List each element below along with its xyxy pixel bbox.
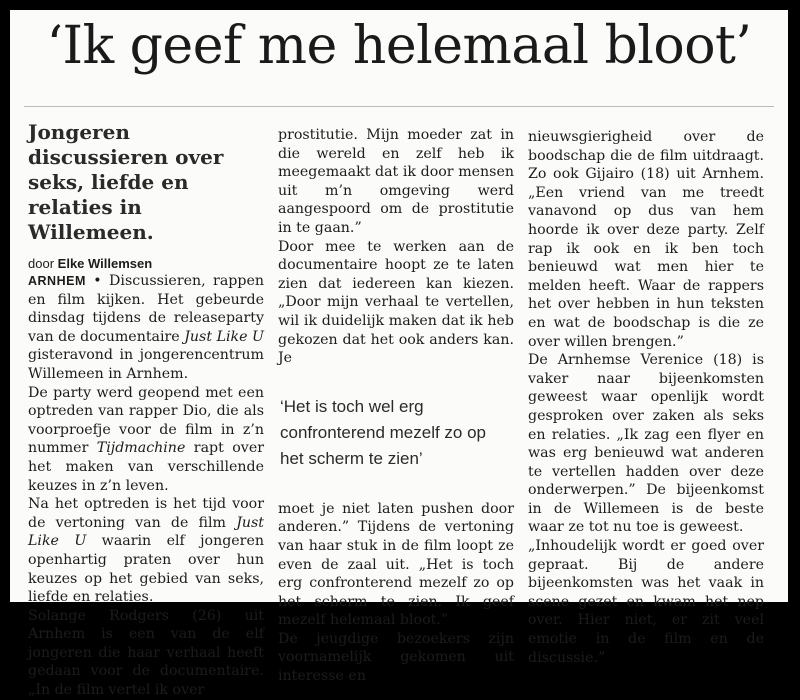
article-paragraph: nieuwsgierigheid over de boodschap die de film uitdraagt. Zo ook Gijairo (18) uit Arnhem. „Een vriend van me treedt vanavond op dus van hem hoorde ik over deze party. Zelf rap ik ook en ik ben toch benieuwd wat men hier te melden heeft. Waar de rappers het over hebben in hun teksten en wat de boodschap is die ze over willen brengen.” <box>528 129 764 350</box>
article-paragraph: Solange Rodgers (26) uit Arnhem is een van de elf jongeren die haar verhaal heeft gedaan voor de documentaire. „In de film vertel ik over <box>28 607 264 699</box>
article-paragraph <box>28 384 264 496</box>
column-3 <box>528 128 764 667</box>
article-paragraph <box>28 272 264 384</box>
newspaper-clipping <box>10 10 788 699</box>
column-1 <box>28 114 264 700</box>
article-paragraph: Door mee te werken aan de documentaire hoopt ze te laten zien dat iedereen kan kiezen. „Door mijn verhaal te vertellen, wil ik duidelijk maken dat ik heb gekozen dat het ook anders kan. Je <box>278 238 514 367</box>
byline <box>28 255 264 272</box>
headline-divider <box>24 106 774 107</box>
pull-quote: ‘Het is toch wel erg confronterend mezelf zo op het scherm te zien’ <box>280 396 487 468</box>
article-paragraph: „Inhoudelijk wordt er goed over gepraat. Bij de andere bijeenkomsten was het vaak in scene gezet en kwam het nep over. Hier niet, er zit veel emotie in de film en de discussie.” <box>528 538 764 666</box>
article-paragraph: De jeugdige bezoekers zijn voornamelijk gekomen uit interesse en <box>278 630 514 685</box>
song-title: Tijdmachine <box>96 440 186 457</box>
paragraph-text: • Discussieren, rappen en film kijken. Het gebeurde dinsdag tijdens de releaseparty van de documentaire <box>28 273 264 345</box>
paragraph-text: Na het optreden is het tijd voor de vertoning van de film <box>28 496 264 531</box>
dateline: ARNHEM <box>28 274 86 288</box>
paragraph-text: rapt over het maken van verschillende keuzes in z’n leven. <box>28 440 264 494</box>
article-paragraph: prostitutie. Mijn moeder zat in die wereld en zelf heb ik meegemaakt dat ik door mensen uit m’n omgeving werd aangespoord om de prostitutie in te gaan.” <box>278 127 514 236</box>
paragraph-text: gisteravond in jongerencentrum Willemeen in Arnhem. <box>28 347 264 382</box>
article-paragraph <box>28 495 264 607</box>
intro-lead: Jongeren discussieren over seks, liefde en relaties in Willemeen. <box>28 120 224 244</box>
film-title: Just Like U <box>184 328 264 345</box>
film-title: Just Like U <box>28 514 264 550</box>
article-paragraph: moet je niet laten pushen door anderen.” Tijdens de vertoning van haar stuk in de film loopt ze even de zaal uit. „Het is toch erg confronterend mezelf zo op het scherm te zien. Ik geef mezelf helemaal bloot.” <box>278 500 514 629</box>
paragraph-text: De party werd geopend met een optreden van rapper Dio, die als voorproefje voor de film in z’n nummer <box>28 384 264 457</box>
byline-author: Elke Willemsen <box>57 256 153 271</box>
byline-prefix: door <box>28 256 55 271</box>
paragraph-text: waarin elf jongeren openhartig praten over hun keuzes op het gebied van seks, liefde en relaties. <box>28 533 265 606</box>
column-2 <box>278 126 514 686</box>
headline: ‘Ik geef me helemaal bloot’ <box>46 16 752 76</box>
article-paragraph: De Arnhemse Verenice (18) is vaker naar bijeenkomsten geweest waar openlijk wordt gesproken over zaken als seks en relaties. „Ik zag een flyer en was erg benieuwd wat anderen te vertellen hadden over deze onderwerpen.” De bijeenkomst in de Willemeen is de beste waar ze tot nu toe is geweest. <box>528 352 764 536</box>
